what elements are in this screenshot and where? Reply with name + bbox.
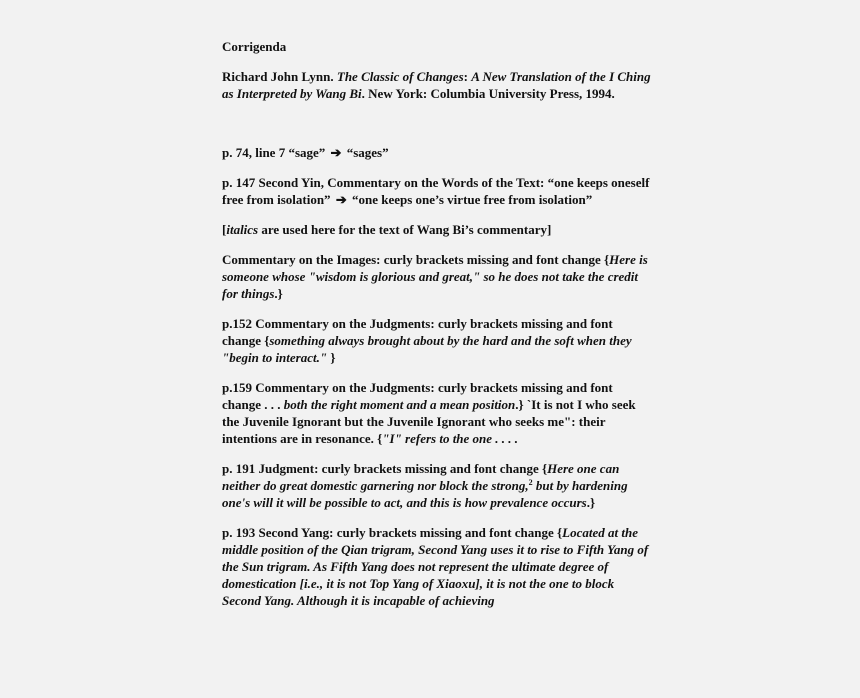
entry-italic-text: Here one can neither do great domestic garnering nor block the strong, xyxy=(222,461,620,493)
entry-text: p. 193 Second Yang: curly brackets missing and font change { xyxy=(222,525,563,540)
citation xyxy=(222,68,652,102)
correction-entry-p147 xyxy=(222,174,652,208)
citation-publisher: . New York: Columbia University Press, 1994. xyxy=(361,86,615,101)
right-arrow-icon: ➔ xyxy=(335,192,347,207)
entry-italic-text: Located at the middle position of the Qian trigram, Second Yang uses it to rise to Fifth Yang of the Sun trigram. As Fifth Yang does not represent the ultimate degree of domestication [i.e., it is not Top Yang of Xiaoxu], it is not the one to block Second Yang. Although it is incapable of achieving xyxy=(222,525,649,608)
correction-entry-p159 xyxy=(222,379,652,447)
entry-italic-text: italics xyxy=(226,222,259,237)
correction-entry-p191 xyxy=(222,460,652,511)
entry-text: [ xyxy=(222,222,227,237)
entry-text: “sages” xyxy=(343,145,389,160)
entry-text: p. 147 Second Yin, Commentary on the Words of the Text: “one keeps oneself free from isolation” xyxy=(222,175,650,207)
citation-colon: : xyxy=(463,69,472,84)
entry-text: .} `It is not I who seek the Juvenile Ignorant but the Juvenile Ignorant who seeks me": their intentions are in resonance. { xyxy=(222,397,636,446)
correction-entry-p152 xyxy=(222,315,652,366)
entry-text: { xyxy=(604,252,610,267)
entry-text: p. 74, line 7 “sage” xyxy=(222,145,329,160)
entry-italic-text: "I" refers to the one . . . . xyxy=(382,431,519,446)
document-title: Corrigenda xyxy=(222,39,287,54)
entry-italic-text: but by hardening one's will it will be possible to act, and this is how prevalence occurs xyxy=(222,478,628,510)
footnote-marker: 2 xyxy=(528,478,533,487)
correction-entry-p193 xyxy=(222,524,652,609)
right-arrow-icon: ➔ xyxy=(330,145,342,160)
correction-entry-p74 xyxy=(222,144,652,161)
entry-text: .} xyxy=(586,495,596,510)
entry-text: p.159 Commentary on the Judgments: curly brackets missing and font change . . . xyxy=(222,380,613,412)
italics-note xyxy=(222,221,652,238)
citation-book-title: The Classic of Changes xyxy=(336,69,464,84)
entry-text: } xyxy=(327,350,336,365)
correction-entry-images xyxy=(222,251,652,302)
entry-text: p.152 Commentary on the Judgments: curly brackets missing and font change { xyxy=(222,316,613,348)
citation-subtitle: A New Translation of the I Ching as Interpreted by Wang Bi xyxy=(222,69,651,101)
entry-italic-text: something always brought about by the hard and the soft when they "begin to interact." xyxy=(222,333,632,365)
entry-text: .} xyxy=(274,286,283,301)
entry-text: Commentary on the Images: curly brackets missing and font change xyxy=(222,252,605,267)
entry-italic-text: both the right moment and a mean position xyxy=(283,397,516,412)
entry-text: “one keeps one’s virtue free from isolation” xyxy=(348,192,593,207)
entry-italic-text: Here is someone whose "wisdom is glorious and great," so he does not take the credit for things xyxy=(222,252,648,301)
entry-text: are used here for the text of Wang Bi’s commentary] xyxy=(258,222,552,237)
text-column xyxy=(222,38,652,622)
citation-author: Richard John Lynn. xyxy=(222,69,334,84)
entry-text: p. 191 Judgment: curly brackets missing and font change { xyxy=(222,461,548,476)
